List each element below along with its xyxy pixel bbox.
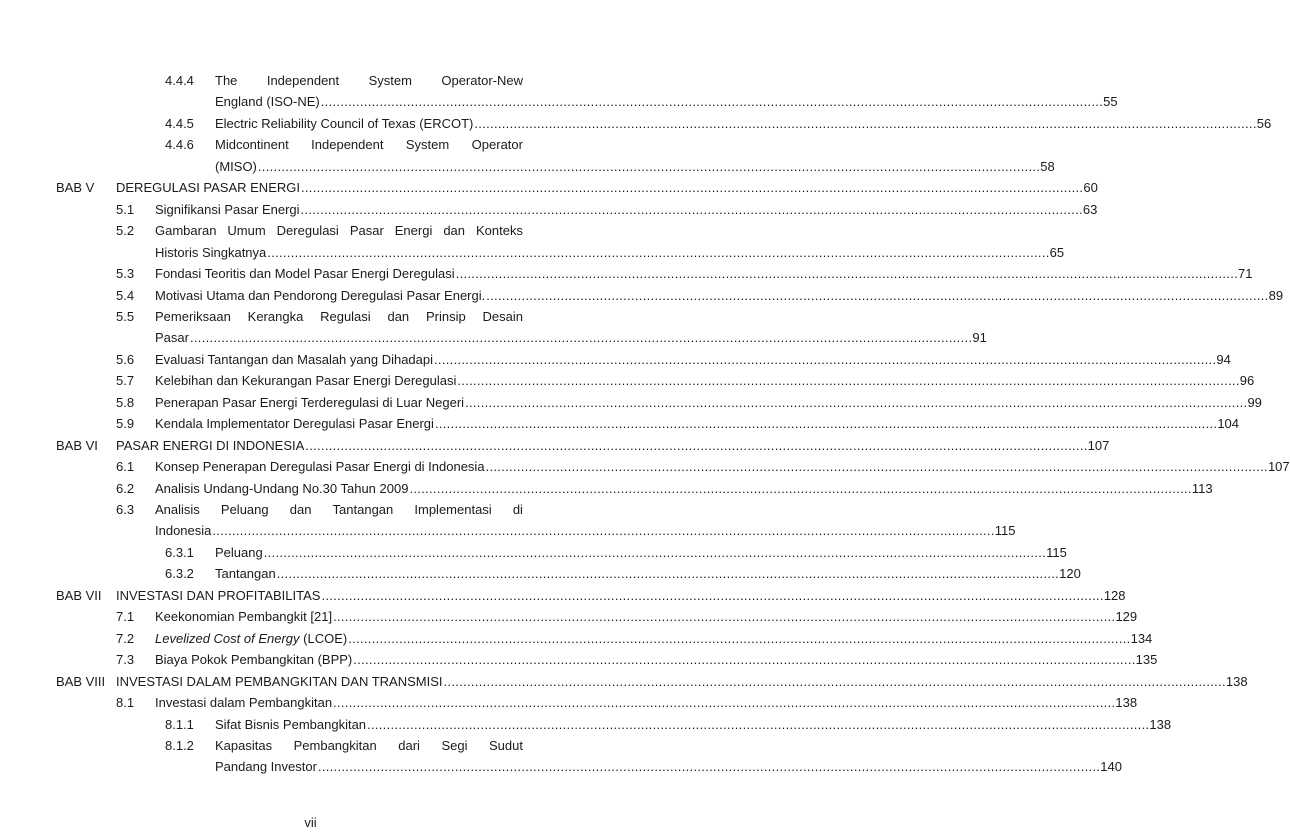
- toc-entry: [0, 585, 1126, 606]
- toc-page-number: 128: [1103, 587, 1126, 603]
- toc-number: 4.4.5: [165, 115, 194, 131]
- toc-page-number: 113: [1191, 480, 1213, 496]
- toc-entry: [0, 113, 1272, 134]
- dot-leader: ........................................................................................................................................................................................................: [305, 437, 1088, 453]
- toc-number: 5.1: [116, 201, 135, 217]
- toc-entry: [0, 435, 1110, 456]
- toc-title: Kelebihan dan Kekurangan Pasar Energi Deregulasi: [155, 373, 457, 389]
- dot-leader: ........................................................................................................................................................................................................: [317, 759, 1101, 775]
- toc-entry: [0, 327, 987, 348]
- dot-leader: ........................................................................................................................................................................................................: [300, 201, 1083, 217]
- toc-page-number: 56: [1256, 115, 1272, 131]
- dot-leader: ........................................................................................................................................................................................................: [353, 652, 1136, 668]
- toc-title-word: Analisis: [155, 502, 200, 517]
- toc-title-italic: Levelized Cost of Energy: [155, 630, 300, 646]
- dot-leader: ........................................................................................................................................................................................................: [348, 630, 1131, 646]
- toc-page-number: 115: [994, 523, 1016, 539]
- toc-number: 5.7: [116, 373, 135, 389]
- toc-title-word: Prinsip: [425, 308, 466, 324]
- dot-leader: ........................................................................................................................................................................................................: [474, 115, 1257, 131]
- toc-number: 5.8: [116, 394, 135, 410]
- toc-page-number: 134: [1130, 630, 1153, 646]
- toc-title-word: dan: [387, 308, 410, 324]
- toc-entry: [0, 606, 1138, 627]
- toc-title-word: Independent: [311, 137, 384, 153]
- toc-page-number: 60: [1083, 180, 1098, 196]
- toc-number: BAB VI: [56, 437, 98, 453]
- toc-title: Pandang Investor: [215, 759, 317, 775]
- toc-entry: [0, 220, 621, 241]
- toc-number: BAB V: [56, 180, 95, 196]
- toc-title: Peluang: [215, 544, 263, 560]
- toc-entry: [0, 671, 1248, 692]
- toc-page-number: 63: [1082, 201, 1098, 217]
- toc-entry: [0, 70, 621, 91]
- dot-leader: ........................................................................................................................................................................................................: [257, 158, 1041, 174]
- toc-title-word: Midcontinent: [215, 137, 289, 153]
- dot-leader: ........................................................................................................................................................................................................: [263, 544, 1047, 560]
- dot-leader: ........................................................................................................................................................................................................: [212, 523, 995, 539]
- toc-title: [155, 220, 523, 241]
- toc-number: 5.6: [116, 351, 135, 367]
- toc-title: [155, 306, 523, 327]
- toc-title-word: Peluang: [220, 502, 269, 517]
- toc-page-number: 107: [1267, 459, 1290, 475]
- toc-title-word: The: [215, 73, 238, 88]
- toc-page-number: 99: [1247, 394, 1262, 410]
- dot-leader: ........................................................................................................................................................................................................: [434, 351, 1217, 367]
- toc-title-word: Kapasitas: [215, 737, 273, 753]
- dot-leader: ........................................................................................................................................................................................................: [321, 587, 1104, 603]
- toc-page-number: 129: [1115, 609, 1138, 625]
- toc-entry: [0, 134, 621, 155]
- dot-leader: ........................................................................................................................................................................................................: [320, 94, 1104, 110]
- toc-title: Historis Singkatnya: [155, 244, 267, 260]
- toc-page-number: 71: [1238, 266, 1253, 282]
- toc-number: 8.1.2: [165, 737, 194, 753]
- toc-title: Pasar: [155, 330, 189, 346]
- toc-entry: [0, 370, 1255, 391]
- toc-title-word: Operator-New: [441, 73, 523, 88]
- toc-title: Keekonomian Pembangkit [21]: [155, 609, 333, 625]
- toc-entry: [0, 649, 1158, 670]
- toc-page-number: 107: [1087, 437, 1110, 453]
- page-number: vii: [304, 815, 317, 830]
- toc-title: INVESTASI DAN PROFITABILITAS: [116, 587, 321, 603]
- toc-title: Biaya Pokok Pembangkitan (BPP): [155, 652, 353, 668]
- toc-number: 6.3.2: [165, 566, 194, 582]
- toc-entry: [0, 263, 1253, 284]
- toc-number: 8.1: [116, 695, 135, 711]
- toc-title-word: Tantangan: [332, 502, 394, 517]
- toc-entry: [0, 756, 1122, 777]
- toc-title-word: Pemeriksaan: [155, 308, 231, 324]
- toc-entry: [0, 714, 1172, 735]
- toc-title: Analisis Undang-Undang No.30 Tahun 2009: [155, 480, 409, 496]
- toc-title: Sifat Bisnis Pembangkitan: [215, 716, 367, 732]
- toc-title: Indonesia: [155, 523, 212, 539]
- toc-number: 6.1: [116, 459, 135, 475]
- toc-title: [215, 134, 523, 155]
- toc-entry: [0, 628, 1153, 649]
- toc-title-word: Energi: [394, 223, 433, 239]
- toc-title: England (ISO-NE): [215, 94, 320, 110]
- dot-leader: ........................................................................................................................................................................................................: [333, 695, 1116, 711]
- toc-title: Motivasi Utama dan Pendorong Deregulasi Pasar Energi.: [155, 287, 486, 303]
- toc-title: Evaluasi Tantangan dan Masalah yang Dihadapi: [155, 351, 434, 367]
- toc-entry: [0, 456, 1290, 477]
- toc-number: 6.3.1: [165, 544, 194, 560]
- dot-leader: ........................................................................................................................................................................................................: [267, 244, 1050, 260]
- toc-page-number: 138: [1115, 695, 1138, 711]
- toc-number: 4.4.4: [165, 73, 194, 88]
- toc-page-number: 89: [1268, 287, 1284, 303]
- toc-number: 5.2: [116, 223, 135, 239]
- dot-leader: ........................................................................................................................................................................................................: [300, 180, 1084, 196]
- toc-entry: [0, 563, 1081, 584]
- toc-title-word: di: [512, 502, 523, 517]
- toc-title: Investasi dalam Pembangkitan: [155, 695, 333, 711]
- toc-number: 7.1: [116, 609, 135, 625]
- toc-entry: [0, 499, 621, 520]
- toc-entry: [0, 735, 621, 756]
- toc-title-word: Gambaran: [155, 223, 217, 239]
- toc-page-number: 138: [1149, 716, 1172, 732]
- dot-leader: ........................................................................................................................................................................................................: [455, 266, 1239, 282]
- dot-leader: ........................................................................................................................................................................................................: [276, 566, 1060, 582]
- dot-leader: ........................................................................................................................................................................................................: [465, 394, 1248, 410]
- toc-title-word: Regulasi: [320, 308, 371, 324]
- dot-leader: ........................................................................................................................................................................................................: [189, 330, 973, 346]
- toc-title: Electric Reliability Council of Texas (ERCOT): [215, 115, 474, 131]
- toc-number: 4.4.6: [165, 137, 194, 153]
- toc-title: Penerapan Pasar Energi Terderegulasi di Luar Negeri: [155, 394, 465, 410]
- toc-page-number: 104: [1217, 416, 1240, 432]
- toc-number: 8.1.1: [165, 716, 194, 732]
- toc-entry: [0, 242, 1065, 263]
- toc-title-word: Pasar: [349, 223, 384, 239]
- toc-title: Tantangan: [215, 566, 276, 582]
- toc-page-number: 91: [972, 330, 987, 346]
- toc-page-number: 55: [1103, 94, 1118, 110]
- toc-title: [215, 735, 523, 756]
- toc-number: 7.2: [116, 630, 135, 646]
- toc-entry: [0, 306, 621, 327]
- toc-entry: [0, 542, 1067, 563]
- toc-title-word: Desain: [482, 308, 523, 324]
- dot-leader: ........................................................................................................................................................................................................: [457, 373, 1240, 389]
- toc-title-word: dan: [289, 502, 312, 517]
- toc-page-number: 140: [1100, 759, 1122, 775]
- toc-title-word: Deregulasi: [276, 223, 339, 239]
- toc-number: 7.3: [116, 652, 135, 668]
- toc-title: [155, 499, 523, 520]
- toc-title-word: Sudut: [489, 737, 523, 753]
- toc-title: Signifikansi Pasar Energi: [155, 201, 300, 217]
- toc-entry: [0, 392, 1262, 413]
- toc-page-number: 96: [1239, 373, 1255, 389]
- toc-entry: [0, 413, 1240, 434]
- toc-title: DEREGULASI PASAR ENERGI: [116, 180, 300, 196]
- toc-title-word: dan: [443, 223, 466, 239]
- toc-title: INVESTASI DALAM PEMBANGKITAN DAN TRANSMISI: [116, 673, 443, 689]
- dot-leader: ........................................................................................................................................................................................................: [485, 459, 1268, 475]
- toc-entry: [0, 177, 1098, 198]
- toc-title-word: dari: [398, 737, 420, 753]
- toc-page-number: 120: [1059, 566, 1081, 582]
- toc-page-number: 65: [1049, 244, 1065, 260]
- toc-title-word: Implementasi: [414, 502, 492, 517]
- toc-number: 5.5: [116, 308, 135, 324]
- toc-entry: [0, 91, 1118, 112]
- toc-title-word: System: [405, 137, 450, 153]
- toc-entry: [0, 692, 1138, 713]
- toc-number: BAB VII: [56, 587, 102, 603]
- dot-leader: ........................................................................................................................................................................................................: [443, 673, 1226, 689]
- toc-title-word: Independent: [266, 73, 340, 88]
- toc-number: 6.2: [116, 480, 135, 496]
- toc-title-word: Segi: [441, 737, 468, 753]
- toc-number: 5.3: [116, 266, 135, 282]
- toc-title: (LCOE): [303, 630, 348, 646]
- toc-number: BAB VIII: [56, 673, 106, 689]
- toc-entry: [0, 349, 1231, 370]
- toc-title-word: Umum: [227, 223, 266, 239]
- toc-title: Kendala Implementator Deregulasi Pasar Energi: [155, 416, 434, 432]
- toc-title-word: Operator: [471, 137, 523, 153]
- dot-leader: ........................................................................................................................................................................................................: [486, 287, 1269, 303]
- toc-title: Konsep Penerapan Deregulasi Pasar Energi di Indonesia: [155, 459, 485, 475]
- toc-entry: [0, 199, 1098, 220]
- toc-entry: [0, 520, 1016, 541]
- dot-leader: ........................................................................................................................................................................................................: [409, 480, 1192, 496]
- toc-page-number: 94: [1216, 351, 1231, 367]
- toc-page-number: 58: [1040, 158, 1055, 174]
- toc-title-word: Kerangka: [247, 308, 304, 324]
- toc-title-word: Pembangkitan: [293, 737, 377, 753]
- dot-leader: ........................................................................................................................................................................................................: [333, 609, 1116, 625]
- toc-title-word: System: [368, 73, 412, 88]
- dot-leader: ........................................................................................................................................................................................................: [434, 416, 1218, 432]
- toc-number: 5.4: [116, 287, 135, 303]
- dot-leader: ........................................................................................................................................................................................................: [367, 716, 1150, 732]
- toc-entry: [0, 478, 1213, 499]
- toc-page-number: 135: [1135, 652, 1158, 668]
- toc-number: 6.3: [116, 502, 135, 517]
- toc-title: [215, 70, 523, 91]
- toc-title: Fondasi Teoritis dan Model Pasar Energi Deregulasi: [155, 266, 455, 282]
- toc-page-number: 115: [1046, 544, 1067, 560]
- toc-title-word: Konteks: [476, 223, 523, 239]
- toc-page-number: 138: [1225, 673, 1248, 689]
- toc-entry: [0, 285, 1284, 306]
- toc-title: (MISO): [215, 158, 257, 174]
- toc-entry: [0, 156, 1055, 177]
- toc-title: PASAR ENERGI DI INDONESIA: [116, 437, 305, 453]
- toc-number: 5.9: [116, 416, 135, 432]
